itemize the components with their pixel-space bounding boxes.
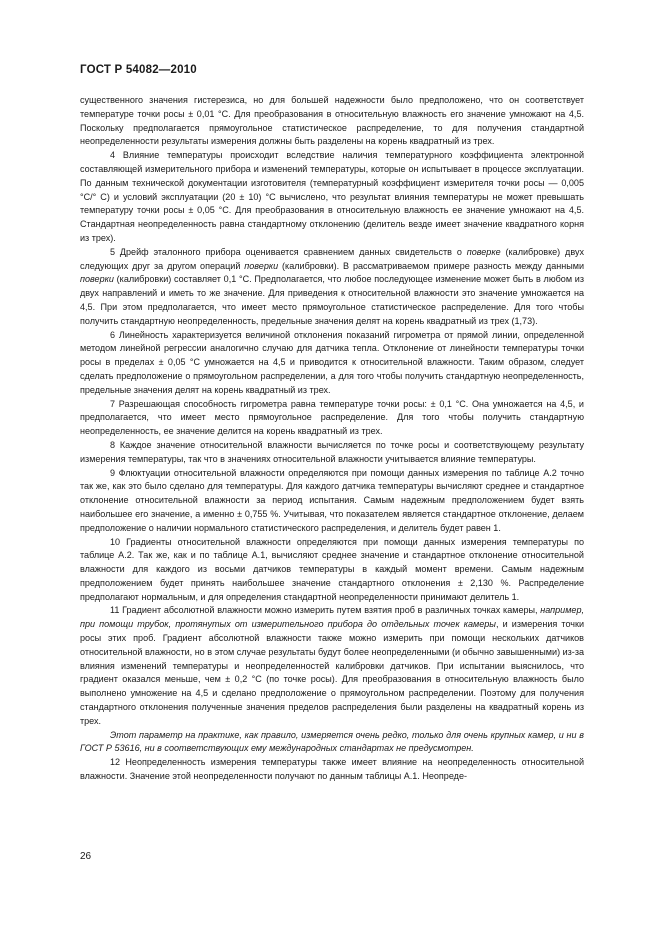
- italic-note: Этот параметр на практике, как правило, измеряется очень редко, только для очень крупных камер, и ни в ГОСТ Р 53616, ни в соответствующих ему международных стандартах не предусмотрен.: [80, 729, 584, 754]
- p11-text-a: 11 Градиент абсолютной влажности можно измерить путем взятия проб в различных точках камеры,: [110, 605, 541, 616]
- p5-text-g: (калибровки) составляет 0,1 °С. Предполагается, что любое последующее изменение может быть в любом из двух направлений и иметь то же значение. Для приведения к относительной влажности это значение умножается на 4,5. При этом предполагается, что имеет место прямоугольное статистическое распределение. Для того чтобы получить стандартную неопределенность, предельные значения делят на корень квадратный из трех (1,73).: [80, 274, 584, 326]
- p5-italic-b: поверке: [466, 246, 501, 257]
- p5-text-a: 5 Дрейф эталонного прибора оценивается сравнением данных свидетельств о: [110, 246, 467, 257]
- paragraph-4: 4 Влияние температуры происходит вследствие наличия температурного коэффициента электронной составляющей измерительного прибора и изменений температуры, которые он испытывает в процессе эксплуатации. По данным технической документации изготовителя (температурный коэффициент измерителя точки росы — 0,005 °С/° С) и условий эксплуатации (20 ± 10) °С вычислено, что результат влияния температуры не может превышать температуру точки росы ± 0,05 °С. Для преобразования в относительную влажность ее значение умножают на 4,5. Стандартная неопределенность равна стандартному отклонению (делитель везде имеет значение квадратного корня из трех).: [80, 150, 584, 243]
- document-body: [80, 94, 584, 784]
- paragraph-8: 8 Каждое значение относительной влажности вычисляется по точке росы и соответствующему результату измерения температуры, так что в значениях относительной влажности учитывается влияние температуры.: [80, 439, 584, 464]
- paragraph-10: 10 Градиенты относительной влажности определяются при помощи данных измерения температуры по таблице А.2. Так же, как и по таблице А.1, вычисляют среднее значение и стандартное отклонение относительной влажности для каждого из восьми датчиков температуры в каждый момент времени. Самым надежным предположением будет принять наибольшее значение стандартного отклонения ± 2,130 %. Распределение предполагают нормальным, и для определения стандартной неопределенности принимают делитель 1.: [80, 536, 584, 602]
- p5-italic-d: поверки: [244, 260, 279, 271]
- p5-text-e: (калибровки). В рассматриваемом примере разность между данными: [278, 260, 584, 271]
- p11-italic-b: например, при помощи трубок, протянутых от измерительного прибора до отдельных точек камеры: [80, 605, 584, 630]
- paragraph-5: [80, 246, 584, 329]
- paragraph-11: [80, 604, 584, 728]
- page-number: 26: [80, 851, 92, 862]
- paragraph-12: 12 Неопределенность измерения температуры также имеет влияние на неопределенность относительной влажности. Значение этой неопределенности получают по данным таблицы А.1. Неопреде-: [80, 757, 584, 782]
- paragraph-continuation: существенного значения гистерезиса, но для большей надежности было предположено, что он соответствует температуре точки росы ± 0,01 °С. Для преобразования в относительную влажность его значение умножают на 4,5. Поскольку предполагается прямоугольное статистическое распределение, то для получения стандартной неопределенности результаты измерения должны быть разделены на корень квадратный из трех.: [80, 95, 584, 147]
- p5-text-c: (калибровке) двух следующих друг за другом операций: [80, 246, 584, 271]
- document-header: ГОСТ Р 54082—2010: [80, 64, 197, 76]
- paragraph-9: 9 Флюктуации относительной влажности определяются при помощи данных измерения по таблице А.2 точно так же, как это было сделано для температуры. Для каждого датчика температуры вычисляют среднее и стандартное отклонение относительной влажности за период испытания. Самым надежным предположением будет взять наибольшее его значение, а именно ± 0,755 %. Учитывая, что показателем является стандартное отклонение, делаем предположение о наличии нормального статистического распределения, и делитель будет равен 1.: [80, 467, 584, 533]
- paragraph-6: 6 Линейность характеризуется величиной отклонения показаний гигрометра от прямой линии, определенной методом линейной регрессии аналогично случаю для датчика тепла. Отклонение от линейности температуры точки росы в пределах ± 0,05 °С умножается на 4,5 и приводится к относительной влажности. Таким образом, следует сделать предположение о прямоугольном распределении, а для того чтобы получить стандартную неопределенность, предельные значения делят на корень квадратный из трех.: [80, 329, 584, 395]
- p5-italic-f: поверки: [80, 274, 114, 285]
- paragraph-7: 7 Разрешающая способность гигрометра равна температуре точки росы: ± 0,1 °С. Она умножается на 4,5, и предполагается, что имеет место прямоугольное распределение. Для того чтобы получить стандартную неопределенность, ее значение делится на корень квадратный из трех.: [80, 398, 584, 437]
- p11-text-c: , и измерения точки росы этих проб. Градиент абсолютной влажности также можно измерить при помощи нескольких датчиков относительной влажности, но в этом случае результаты будут более неопределенными (и обычно завышенными) из-за влияния изменений температуры и неопределенностей калибровки датчиков. При испытании выяснилось, что градиент оказался меньше, чем ± 0,2 °С (по точке росы). Для преобразования в относительную влажность было выполнено умножение на 4,5 и сделано предположение о прямоугольном распределении. Поэтому для получения стандартного отклонения полученные значения пределов распределения были разделены на квадратный корень из трех.: [80, 619, 585, 726]
